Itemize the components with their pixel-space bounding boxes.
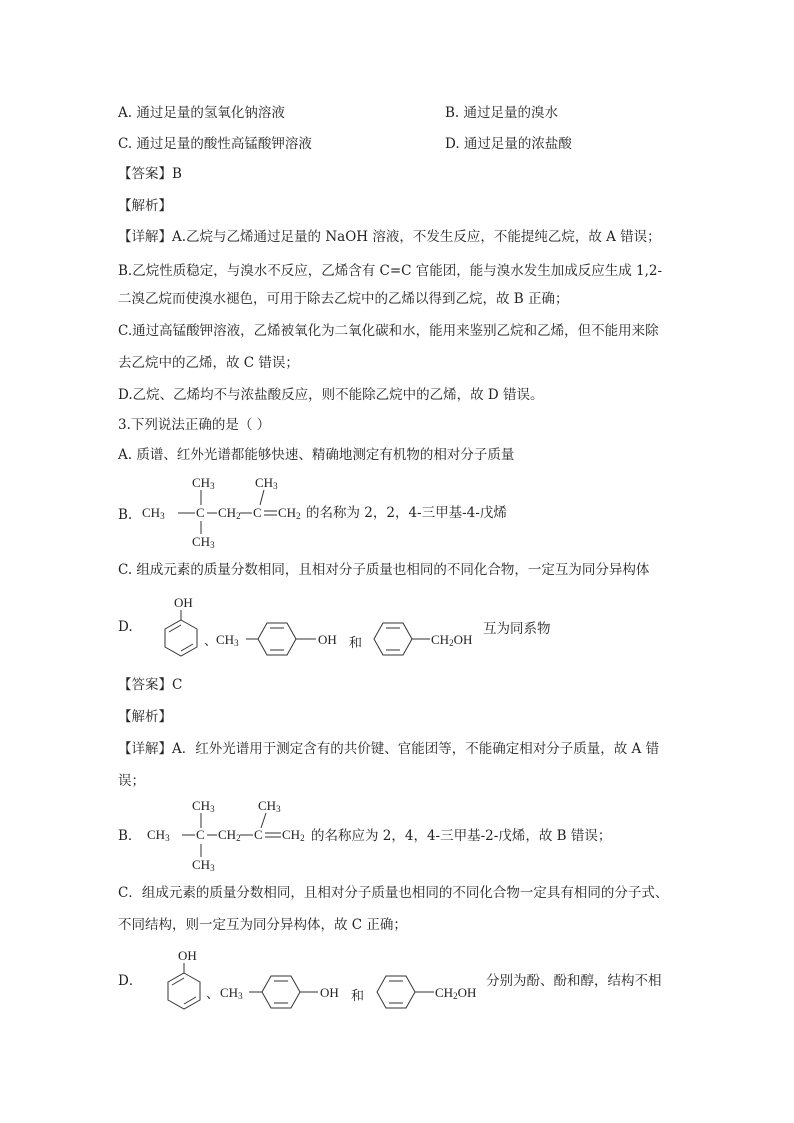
q3-detail-c-line-2: 不同结构，则一定互为同分异构体，故 C 正确； [118, 917, 407, 933]
q2-detail-line-6: D.乙烷、乙烯均不与浓盐酸反应，则不能除乙烷中的乙烯，故 D 错误。 [118, 387, 544, 403]
q3-option-b-text: 的名称为 2，2，4-三甲基-4-戊烯 [306, 505, 507, 521]
q2-detail-line-1: 【详解】A.乙烷与乙烯通过足量的 NaOH 溶液，不发生反应，不能提纯乙烷，故 A 错误； [118, 229, 661, 245]
quaternary-carbon: C [196, 505, 205, 520]
q3-detail-b-label: B． [118, 828, 142, 844]
q2-option-d: D. 通过足量的浓盐酸 [445, 136, 572, 152]
q2-detail-line-2: B.乙烷性质稳定，与溴水不反应，乙烯含有 C=C 官能团，能与溴水发生加成反应生成 1,2- [118, 263, 663, 279]
q3-analysis-label: 【解析】 [118, 709, 172, 725]
q3-stem: 3.下列说法正确的是（ ） [118, 417, 271, 433]
q2-option-c: C. 通过足量的酸性高锰酸钾溶液 [118, 136, 312, 152]
q2-detail-line-3: 二溴乙烷而使溴水褪色，可用于除去乙烷中的乙烯以得到乙烷，故 B 正确； [118, 291, 569, 307]
q3-detail-a-line-1: 【详解】A．红外光谱用于测定含有的共价键、官能团等，不能确定相对分子质量，故 A 错 [118, 741, 660, 757]
d-alkene-carbon: C [254, 827, 263, 842]
d-methyl-top-1: $CH_3$ [192, 798, 215, 814]
d-benzyl-ring [0, 0, 1, 1]
cresol-ch3: $CH_3$ [216, 632, 239, 648]
q3-option-d-text: 互为同系物 [483, 621, 551, 637]
d-separator-1: 、 [206, 986, 220, 1001]
methyl-left: $CH_3$ [142, 505, 165, 521]
q2-option-a: A. 通过足量的氢氧化钠溶液 [118, 105, 285, 121]
phenol-oh: OH [174, 595, 193, 610]
d-benzyl-ch2oh: $CH_2OH$ [435, 985, 477, 1001]
d-methylene: $CH_2$ [218, 827, 241, 843]
terminal-ch2: $CH_2$ [278, 505, 301, 521]
d-phenol-oh: OH [178, 948, 197, 963]
q3-detail-c-line-1: C．组成元素的质量分数相同，且相对分子质量也相同的不同化合物一定具有相同的分子式、 [118, 885, 669, 901]
d-quaternary-carbon: C [196, 827, 205, 842]
d-conjunction-and: 和 [351, 988, 365, 1003]
methyl-top-2: $CH_3$ [255, 475, 278, 491]
q3-answer: 【答案】C [118, 677, 183, 693]
methyl-bottom: $CH_3$ [192, 534, 215, 550]
q2-option-b: B. 通过足量的溴水 [445, 105, 559, 121]
q3-option-b-label: B. [118, 507, 133, 523]
d-methyl-top-2: $CH_3$ [258, 798, 281, 814]
q3-option-d-label: D. [118, 619, 133, 635]
cresol-oh: OH [318, 632, 337, 647]
q2-analysis-label: 【解析】 [118, 198, 172, 214]
q3-detail-d-label: D． [118, 973, 143, 989]
q3-option-c: C. 组成元素的质量分数相同，且相对分子质量也相同的不同化合物，一定互为同分异构体 [118, 562, 650, 578]
q3-option-a: A. 质谱、红外光谱都能够快速、精确地测定有机物的相对分子质量 [118, 447, 515, 463]
d-cresol-oh: OH [320, 985, 339, 1000]
d-methyl-bottom: $CH_3$ [192, 857, 215, 873]
methyl-top-1: $CH_3$ [192, 475, 215, 491]
conjunction-and: 和 [349, 635, 363, 650]
d-methyl-left: $CH_3$ [147, 827, 170, 843]
q3-detail-a-line-2: 误； [118, 773, 145, 789]
d-cresol-ch3: $CH_3$ [220, 985, 243, 1001]
alkene-carbon: C [253, 505, 262, 520]
q3-detail-b-text: 的名称应为 2，4，4-三甲基-2-戊烯，故 B 错误； [311, 828, 612, 844]
d-terminal-ch2: $CH_2$ [282, 827, 305, 843]
methylene: $CH_2$ [218, 505, 241, 521]
q2-detail-line-5: 去乙烷中的乙烯，故 C 错误； [118, 355, 299, 371]
separator-1: 、 [204, 633, 218, 648]
q2-detail-line-4: C.通过高锰酸钾溶液，乙烯被氧化为二氧化碳和水，能用来鉴别乙烷和乙烯，但不能用来除 [118, 323, 659, 339]
q3-detail-d-text: 分别为酚、酚和醇，结构不相 [486, 973, 662, 989]
q2-answer: 【答案】B [118, 166, 182, 182]
benzyl-ch2oh: $CH_2OH$ [431, 632, 473, 648]
